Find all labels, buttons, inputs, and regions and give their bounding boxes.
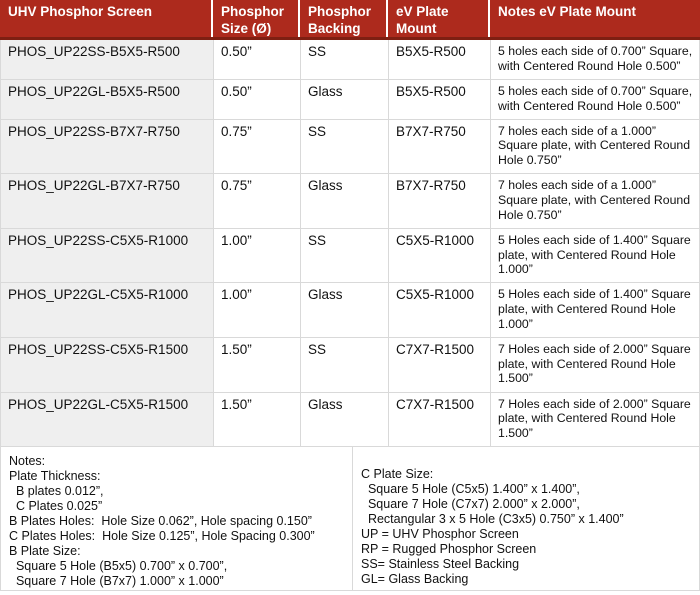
- footnote-line: B Plate Size:: [9, 544, 81, 559]
- note-cell: 7 holes each side of a 1.000” Square plate, with Centered Round Hole 0.750”: [491, 120, 699, 175]
- mount-cell: C7X7-R1500: [389, 393, 491, 448]
- size-cell: 1.00”: [214, 229, 301, 284]
- footnote-line: C Plate Size:: [361, 467, 434, 482]
- footnote-line: Square 5 Hole (B5x5) 0.700” x 0.700”,: [9, 559, 228, 574]
- product-cell: PHOS_UP22SS-C5X5-R1000: [1, 229, 214, 284]
- footnote-line: C Plates Holes: Hole Size 0.125”, Hole Spacing 0.300”: [9, 529, 315, 544]
- footnote-line: B plates 0.012”,: [9, 484, 104, 499]
- size-cell: 0.75”: [214, 174, 301, 229]
- mount-cell: B7X7-R750: [389, 174, 491, 229]
- mount-cell: B5X5-R500: [389, 40, 491, 80]
- note-cell: 7 Holes each side of 2.000” Square plate, with Centered Round Hole 1.500”: [491, 338, 699, 393]
- header-cell-product: UHV Phosphor Screen: [0, 0, 213, 37]
- note-cell: 7 Holes each side of 2.000” Square plate, with Centered Round Hole 1.500”: [491, 393, 699, 448]
- note-cell: 7 holes each side of a 1.000” Square plate, with Centered Round Hole 0.750”: [491, 174, 699, 229]
- note-cell: 5 holes each side of 0.700” Square, with Centered Round Hole 0.500”: [491, 40, 699, 80]
- product-cell: PHOS_UP22SS-B5X5-R500: [1, 40, 214, 80]
- footnote-line: SS= Stainless Steel Backing: [361, 557, 520, 572]
- table-row: [1, 283, 699, 338]
- footnote-line: Rectangular 3 x 5 Hole (C3x5) 0.750” x 1.400”: [361, 512, 624, 527]
- mount-cell: B7X7-R750: [389, 120, 491, 175]
- mount-cell: C5X5-R1000: [389, 229, 491, 284]
- product-cell: PHOS_UP22GL-C5X5-R1000: [1, 283, 214, 338]
- table-header-row: [0, 0, 700, 40]
- table-row: [1, 120, 699, 175]
- footnote-line: Square 7 Hole (B7x7) 1.000” x 1.000”: [9, 574, 224, 589]
- header-cell-size: Phosphor Size (Ø): [213, 0, 300, 37]
- footnote-line: UP = UHV Phosphor Screen: [361, 527, 519, 542]
- size-cell: 0.75”: [214, 120, 301, 175]
- backing-cell: SS: [301, 40, 389, 80]
- backing-cell: Glass: [301, 393, 389, 448]
- size-cell: 1.00”: [214, 283, 301, 338]
- mount-cell: B5X5-R500: [389, 80, 491, 120]
- product-cell: PHOS_UP22GL-C5X5-R1500: [1, 393, 214, 448]
- mount-cell: C5X5-R1000: [389, 283, 491, 338]
- header-cell-notes: Notes eV Plate Mount: [498, 4, 637, 19]
- size-cell: 0.50”: [214, 80, 301, 120]
- table-row: [1, 338, 699, 393]
- product-cell: PHOS_UP22GL-B5X5-R500: [1, 80, 214, 120]
- footnote-line: Notes:: [9, 454, 46, 469]
- footnotes-right: [353, 447, 699, 590]
- backing-cell: Glass: [301, 174, 389, 229]
- footnote-line: Plate Thickness:: [9, 469, 101, 484]
- size-cell: 1.50”: [214, 393, 301, 448]
- table-row: [1, 393, 699, 448]
- backing-cell: Glass: [301, 80, 389, 120]
- mount-cell: C7X7-R1500: [389, 338, 491, 393]
- note-cell: 5 Holes each side of 1.400” Square plate, with Centered Round Hole 1.000”: [491, 229, 699, 284]
- size-cell: 1.50”: [214, 338, 301, 393]
- table-row: [1, 174, 699, 229]
- product-cell: PHOS_UP22SS-B7X7-R750: [1, 120, 214, 175]
- footnotes-left: [1, 447, 353, 590]
- product-cell: PHOS_UP22SS-C5X5-R1500: [1, 338, 214, 393]
- footnote-line: RP = Rugged Phosphor Screen: [361, 542, 537, 557]
- header-cell-backing: Phosphor Backing: [300, 0, 388, 37]
- footnote-line: GL= Glass Backing: [361, 572, 469, 587]
- backing-cell: SS: [301, 338, 389, 393]
- table-row: [1, 80, 699, 120]
- note-cell: 5 holes each side of 0.700” Square, with Centered Round Hole 0.500”: [491, 80, 699, 120]
- backing-cell: SS: [301, 120, 389, 175]
- table-row: [1, 229, 699, 284]
- footnote-line: B Plates Holes: Hole Size 0.062”, Hole spacing 0.150”: [9, 514, 312, 529]
- backing-cell: Glass: [301, 283, 389, 338]
- footnotes-section: [1, 447, 699, 590]
- table-row: [1, 40, 699, 80]
- footnote-line: Square 5 Hole (C5x5) 1.400” x 1.400”,: [361, 482, 580, 497]
- product-cell: PHOS_UP22GL-B7X7-R750: [1, 174, 214, 229]
- footnote-line: C Plates 0.025”: [9, 499, 103, 514]
- footnote-line: Square 7 Hole (C7x7) 2.000” x 2.000”,: [361, 497, 580, 512]
- backing-cell: SS: [301, 229, 389, 284]
- note-cell: 5 Holes each side of 1.400” Square plate, with Centered Round Hole 1.000”: [491, 283, 699, 338]
- header-cell-mount: eV Plate Mount: [388, 0, 490, 37]
- size-cell: 0.50”: [214, 40, 301, 80]
